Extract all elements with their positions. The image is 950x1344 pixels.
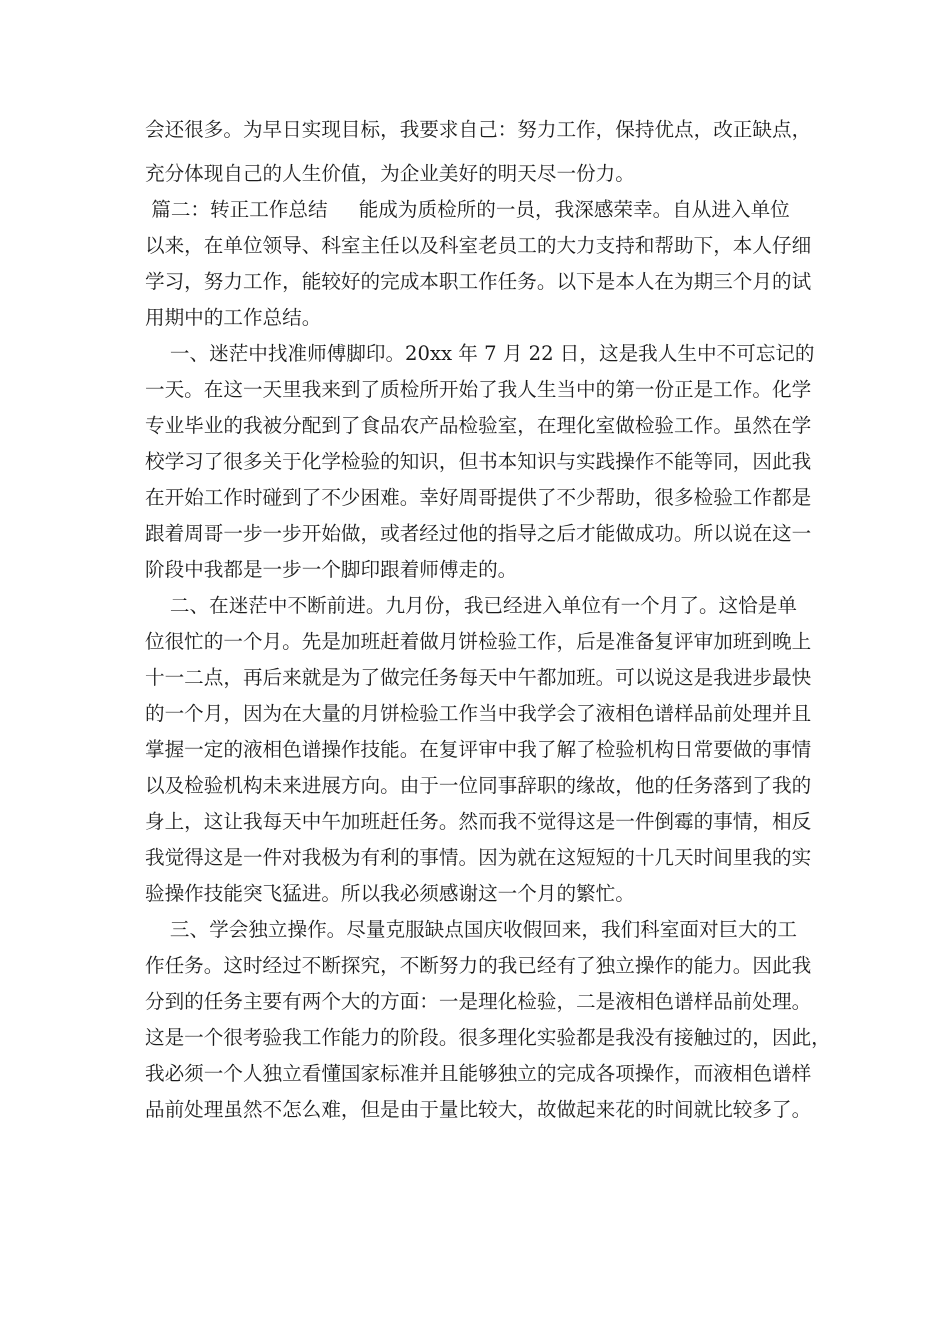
text-line: 的一个月，因为在大量的月饼检验工作当中我学会了液相色谱样品前处理并且 xyxy=(145,702,812,725)
text-line: 会还很多。为早日实现目标，我要求自己：努力工作，保持优点，改正缺点， xyxy=(145,118,812,141)
text-line: 分到的任务主要有两个大的方面：一是理化检验，二是液相色谱样品前处理。 xyxy=(145,990,812,1013)
text-line: 用期中的工作总结。 xyxy=(145,306,322,329)
text-line: 二、在迷茫中不断前进。九月份，我已经进入单位有一个月了。这恰是单 xyxy=(145,594,797,617)
text-line: 作任务。这时经过不断探究，不断努力的我已经有了独立操作的能力。因此我 xyxy=(145,954,812,977)
text-line: 三、学会独立操作。尽量克服缺点国庆收假回来，我们科室面对巨大的工 xyxy=(145,918,797,941)
text-line: 这是一个很考验我工作能力的阶段。很多理化实验都是我没有接触过的，因此， xyxy=(145,1026,831,1049)
text-line: 跟着周哥一步一步开始做，或者经过他的指导之后才能做成功。所以说在这一 xyxy=(145,522,812,545)
text-line: 以来，在单位领导、科室主任以及科室老员工的大力支持和帮助下，本人仔细 xyxy=(145,234,812,257)
text-line: 专业毕业的我被分配到了食品农产品检验室，在理化室做检验工作。虽然在学 xyxy=(145,414,812,437)
text-line: 一天。在这一天里我来到了质检所开始了我人生当中的第一份正是工作。化学 xyxy=(145,378,812,401)
text-line: 品前处理虽然不怎么难，但是由于量比较大，故做起来花的时间就比较多了。 xyxy=(145,1098,812,1121)
text-line: 校学习了很多关于化学检验的知识，但书本知识与实践操作不能等同，因此我 xyxy=(145,450,812,473)
text-line: 以及检验机构未来进展方向。由于一位同事辞职的缘故，他的任务落到了我的 xyxy=(145,774,812,797)
text-line: 位很忙的一个月。先是加班赶着做月饼检验工作，后是准备复评审加班到晚上 xyxy=(145,630,812,653)
text-line: 充分体现自己的人生价值，为企业美好的明天尽一份力。 xyxy=(145,162,635,185)
text-line: 篇二：转正工作总结 能成为质检所的一员，我深感荣幸。自从进入单位 xyxy=(145,198,790,221)
text-line: 一、迷茫中找准师傅脚印。20xx 年 7 月 22 日，这是我人生中不可忘记的 xyxy=(145,342,815,365)
text-line: 阶段中我都是一步一个脚印跟着师傅走的。 xyxy=(145,558,518,581)
text-line: 十一二点，再后来就是为了做完任务每天中午都加班。可以说这是我进步最快 xyxy=(145,666,812,689)
text-line: 学习，努力工作，能较好的完成本职工作任务。以下是本人在为期三个月的试 xyxy=(145,270,812,293)
text-line: 掌握一定的液相色谱操作技能。在复评审中我了解了检验机构日常要做的事情 xyxy=(145,738,812,761)
text-line: 身上，这让我每天中午加班赶任务。然而我不觉得这是一件倒霉的事情，相反 xyxy=(145,810,812,833)
text-line: 我觉得这是一件对我极为有利的事情。因为就在这短短的十几天时间里我的实 xyxy=(145,846,812,869)
text-line: 我必须一个人独立看懂国家标准并且能够独立的完成各项操作，而液相色谱样 xyxy=(145,1062,812,1085)
text-line: 验操作技能突飞猛进。所以我必须感谢这一个月的繁忙。 xyxy=(145,882,635,905)
text-line: 在开始工作时碰到了不少困难。幸好周哥提供了不少帮助，很多检验工作都是 xyxy=(145,486,812,509)
